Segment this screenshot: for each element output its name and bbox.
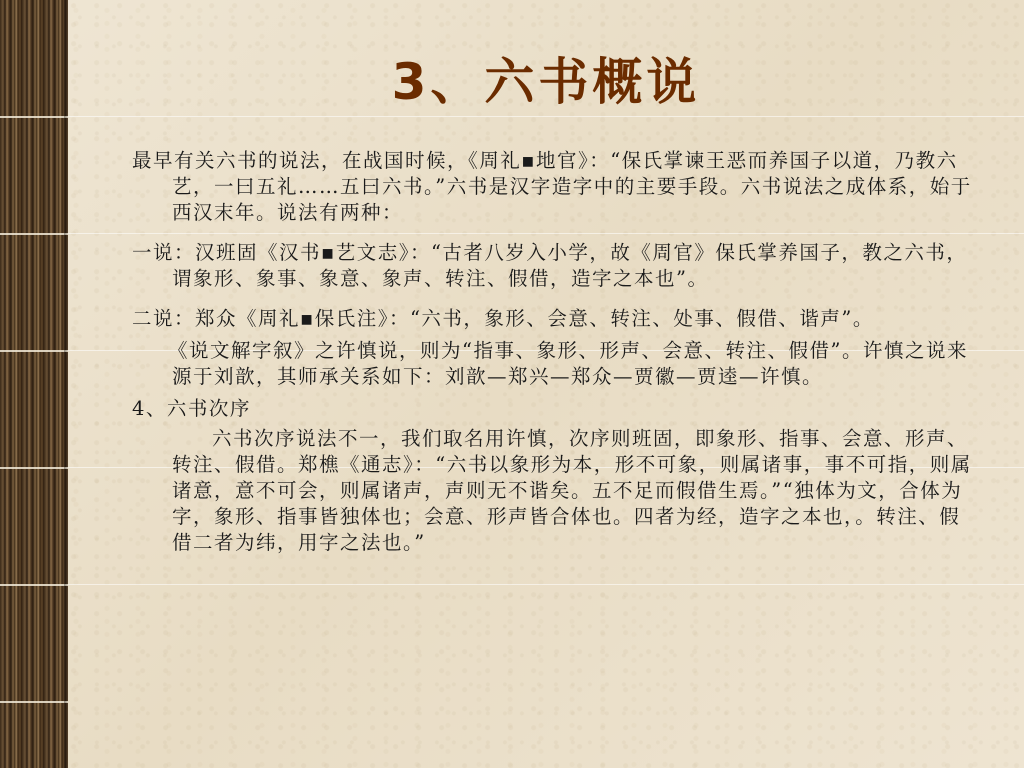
- bamboo-border: [0, 0, 68, 768]
- section-heading-order: 4、六书次序: [132, 397, 251, 420]
- bamboo-node: [0, 350, 68, 352]
- page-guide-line: [68, 584, 1024, 585]
- paragraph-earliest-record: 最早有关六书的说法，在战国时候，《周礼▪地官》：“保氏掌谏王恶而养国子以道，乃教六艺，一曰五礼……五曰六书。”六书是汉字造字中的主要手段。六书说法之成体系，始于西汉末年。说法有两种：: [132, 149, 972, 224]
- bamboo-node: [0, 116, 68, 118]
- paragraph-ban-gu: 一说：汉班固《汉书▪艺文志》：“古者八岁入小学，故《周官》保氏掌养国子，教之六书，谓象形、象事、象意、象声、转注、假借，造字之本也”。: [132, 241, 968, 290]
- paragraph-xu-shen: 《说文解字叙》之许慎说，则为“指事、象形、形声、会意、转注、假借”。许慎之说来源于刘歆，其师承关系如下：刘歆—郑兴—郑众—贾徽—贾逵—许慎。: [168, 339, 968, 388]
- slide-body: [132, 148, 980, 556]
- bamboo-node: [0, 701, 68, 703]
- paragraph-zheng-zhong: 二说：郑众《周礼▪保氏注》：“六书，象形、会意、转注、处事、假借、谐声”。: [132, 307, 874, 330]
- paragraph-order: 六书次序说法不一，我们取名用许慎，次序则班固，即象形、指事、会意、形声、转注、假借。郑樵《通志》：“六书以象形为本，形不可象，则属诸事，事不可指，则属诸意，意不可会，则属诸声，声则无不谐矣。五不足而假借生焉。”“独体为文，合体为字，象形、指事皆独体也；会意、形声皆合体也。四者为经，造字之本也，。转注、假借二者为纬，用字之法也。”: [172, 427, 972, 554]
- bamboo-node: [0, 584, 68, 586]
- bamboo-node: [0, 233, 68, 235]
- slide-title: 3、六书概说: [391, 53, 701, 111]
- bamboo-node: [0, 467, 68, 469]
